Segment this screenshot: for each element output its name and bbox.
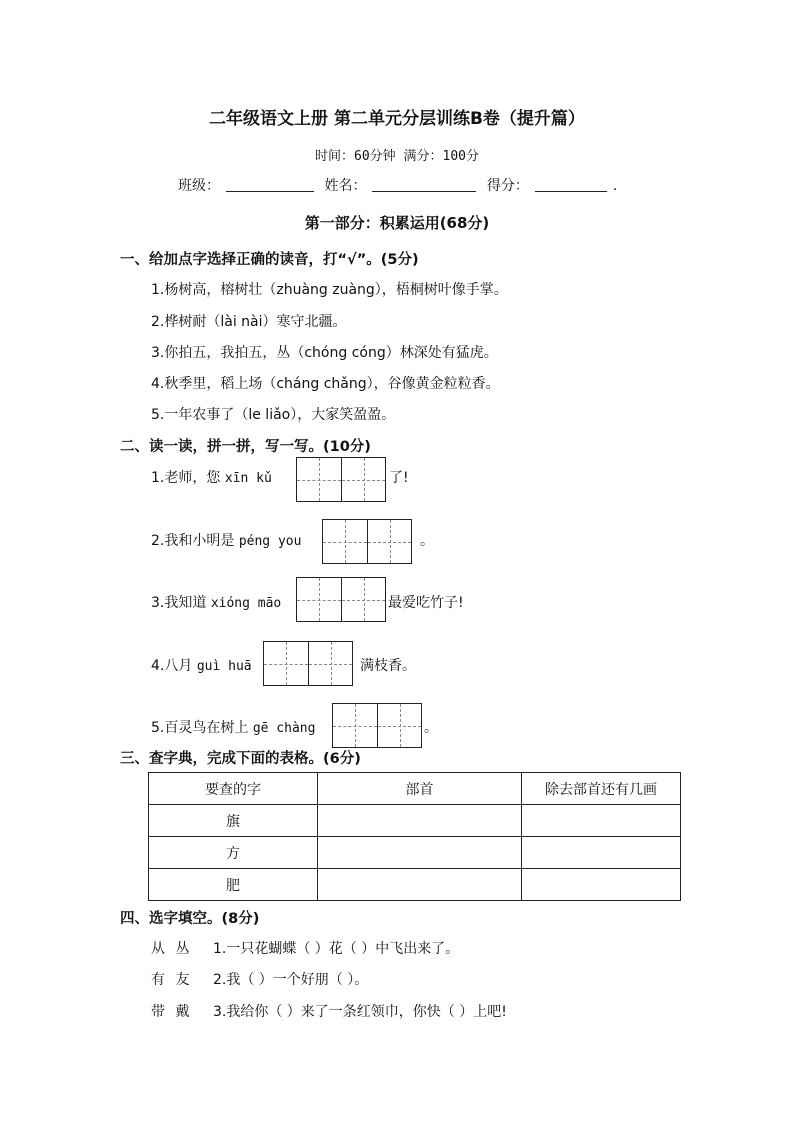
s4-item-2-choices: 有 友 [151,972,190,988]
tianzige-box-1[interactable] [296,457,386,502]
name-label: 姓名： [324,178,367,194]
s2-item-1-prefix [151,467,272,487]
tianzige-box-4[interactable] [263,641,353,686]
s2-item-5-prefix [151,717,315,737]
row-char: 方 [149,837,318,869]
section2-heading: 二、读一读，拼一拼，写一写。(10分) [120,439,371,455]
part-heading: 第一部分：积累运用(68分) [304,214,490,232]
table-header-row [149,773,681,805]
tianzige-box-3[interactable] [296,577,386,622]
radical-cell[interactable] [318,837,522,869]
s2-item-4-pinyin: guì huā [196,659,252,674]
s2-item-4-suffix: 满枝香。 [360,658,416,674]
tianzige-box-5[interactable] [332,703,422,748]
s2-item-5-pinyin: gē chàng [252,721,316,736]
s1-item-4: 4.秋季里，稻上场（cháng chǎng），谷像黄金粒粒香。 [151,376,500,392]
table-row [149,869,681,901]
s2-item-3-pre: 3.我知道 [151,595,207,611]
page-title: 二年级语文上册 第二单元分层训练B卷（提升篇） [209,109,585,129]
section3-heading: 三、查字典，完成下面的表格。(6分) [120,751,361,767]
s2-item-3-suffix: 最爱吃竹子! [388,595,464,611]
section4-heading: 四、选字填空。(8分) [120,911,260,927]
s2-item-3-pinyin: xióng māo [210,596,282,611]
tianzige-box-2[interactable] [322,519,412,564]
student-info-row [178,175,617,195]
dictionary-table [148,772,681,901]
strokes-cell[interactable] [522,837,681,869]
s2-item-3-prefix [151,592,281,612]
row-char: 旗 [149,805,318,837]
s4-item-1 [151,938,459,958]
name-blank[interactable] [372,177,476,192]
score-label: 得分： [486,178,529,194]
s4-item-2 [151,969,368,989]
strokes-cell[interactable] [522,869,681,901]
s2-item-1-pinyin: xīn kǔ [224,471,272,486]
header-strokes: 除去部首还有几画 [522,773,681,805]
row-char: 肥 [149,869,318,901]
s2-item-4-pre: 4.八月 [151,658,193,674]
score-blank[interactable] [535,177,607,192]
radical-cell[interactable] [318,805,522,837]
header-radical: 部首 [318,773,522,805]
section1-heading: 一、给加点字选择正确的读音，打“√”。(5分) [120,252,419,268]
strokes-cell[interactable] [522,805,681,837]
s1-item-3: 3.你拍五，我拍五，丛（chóng cóng）林深处有猛虎。 [151,345,498,361]
s2-item-5-suffix: 。 [424,720,438,736]
s2-item-2-suffix: 。 [420,533,434,549]
s4-item-3 [151,1001,507,1021]
s2-item-5-pre: 5.百灵鸟在树上 [151,720,249,736]
class-blank[interactable] [226,177,314,192]
class-label: 班级： [178,178,220,194]
s2-item-1-suffix: 了! [389,470,409,486]
s4-item-3-choices: 带 戴 [151,1004,190,1020]
table-row [149,837,681,869]
s4-item-1-choices: 从 丛 [151,941,190,957]
radical-cell[interactable] [318,869,522,901]
s1-item-5: 5.一年农事了（le liǎo），大家笑盈盈。 [151,407,396,423]
table-row [149,805,681,837]
s4-item-3-text: 3.我给你（ ）来了一条红领巾，你快（ ）上吧! [213,1004,507,1020]
s2-item-2-pinyin: péng you [238,534,302,549]
s4-item-1-text: 1.一只花蝴蝶（ ）花（ ）中飞出来了。 [213,941,460,957]
s1-item-1: 1.杨树高，榕树壮（zhuàng zuàng），梧桐树叶像手掌。 [151,282,508,298]
s2-item-2-prefix [151,530,301,550]
s2-item-2-pre: 2.我和小明是 [151,533,235,549]
exam-meta: 时间：60分钟 满分：100分 [315,149,479,164]
s1-item-2: 2.桦树耐（lài nài）寒守北疆。 [151,314,347,330]
header-char: 要查的字 [149,773,318,805]
info-end: . [612,178,618,194]
s2-item-4-prefix [151,655,252,675]
s4-item-2-text: 2.我（ ）一个好朋（ ）。 [213,972,369,988]
s2-item-1-pre: 1.老师，您 [151,470,221,486]
